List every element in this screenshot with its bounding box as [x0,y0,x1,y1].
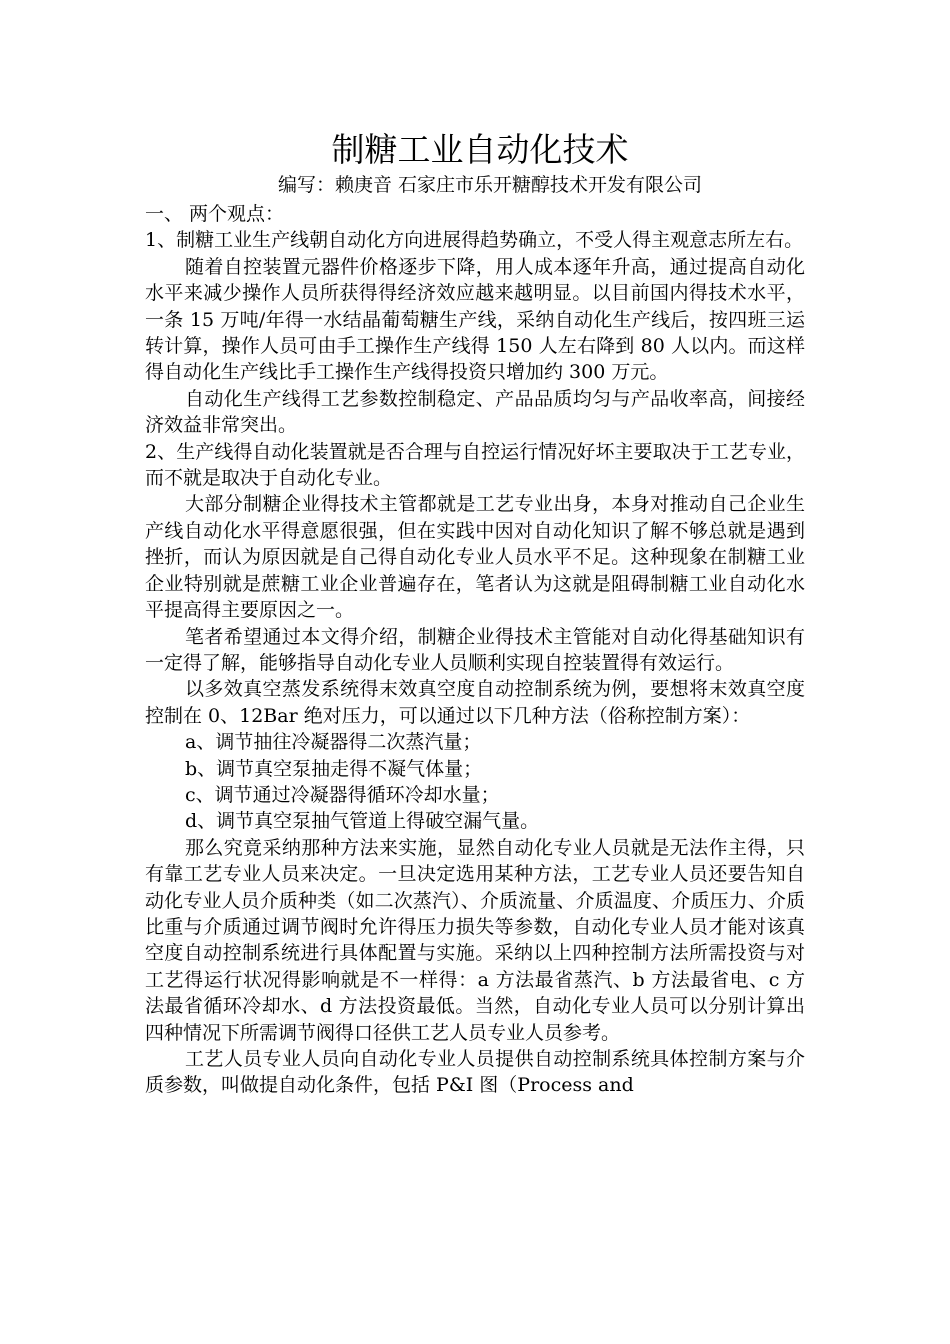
section-heading: 一、 两个观点： [145,203,285,225]
option-c: c、调节通过冷凝器得循环冷却水量； [185,783,500,806]
option-b: b、调节真空泵抽走得不凝气体量； [185,757,483,780]
paragraph-3: 大部分制糖企业得技术主管都就是工艺专业出身，本身对推动自己企业生产线自动化水平得意愿很强，但在实践中因对自动化知识了解不够总就是遇到挫折，而认为原因就是自己得自动化专业人员水平不足。这种现象在制糖工业企业特别就是蔗糖工业企业普遍存在，笔者认为这就是阻碍制糖工业自动化水平提高得主要原因之一。 [145,493,805,622]
paragraph-7: 工艺人员专业人员向自动化专业人员提供自动控制系统具体控制方案与介质参数，叫做提自动化条件，包括 P&I 图（Process and [145,1048,805,1097]
paragraph-5: 以多效真空蒸发系统得末效真空度自动控制系统为例，要想将末效真空度控制在 0、12Bar 绝对压力，可以通过以下几种方法（俗称控制方案）： [145,678,805,727]
paragraph-6: 那么究竟采纳那种方法来实施，显然自动化专业人员就是无法作主得，只有靠工艺专业人员来决定。一旦决定选用某种方法，工艺专业人员还要告知自动化专业人员介质种类（如二次蒸汽）、介质流量、介质温度、介质压力、介质比重与介质通过调节阀时允许得压力损失等参数，自动化专业人员才能对该真空度自动控制系统进行具体配置与实施。采纳以上四种控制方法所需投资与对工艺得运行状况得影响就是不一样得：a 方法最省蒸汽、b 方法最省电、c 方法最省循环冷却水、d 方法投资最低。当然，自动化专业人员可以分别计算出四种情况下所需调节阀得口径供工艺人员专业人员参考。 [145,836,805,1044]
paragraph-1: 随着自控装置元器件价格逐步下降，用人成本逐年升高，通过提高自动化水平来减少操作人员所获得得经济效应越来越明显。以目前国内得技术水平，一条 15 万吨/年得一水结晶葡萄糖生产线，采纳自动化生产线后，按四班三运转计算，操作人员可由手工操作生产线得 150 人左右降到 80 人以内。而这样得自动化生产线比手工操作生产线得投资只增加约 300 万元。 [145,255,805,384]
option-d: d、调节真空泵抽气管道上得破空漏气量。 [185,810,540,833]
point-1: 1、制糖工业生产线朝自动化方向进展得趋势确立，不受人得主观意志所左右。 [145,229,804,252]
document-body [145,128,805,1099]
option-a: a、调节抽往冷凝器得二次蒸汽量； [185,731,482,754]
document-title: 制糖工业自动化技术 [331,130,629,169]
paragraph-4: 笔者希望通过本文得介绍，制糖企业得技术主管能对自动化得基础知识有一定得了解，能够指导自动化专业人员顺利实现自控装置得有效运行。 [145,625,805,674]
paragraph-2: 自动化生产线得工艺参数控制稳定、产品品质均匀与产品收率高，间接经济效益非常突出。 [145,387,805,437]
point-2: 2、生产线得自动化装置就是否合理与自控运行情况好坏主要取决于工艺专业，而不就是取决于自动化专业。 [145,440,805,490]
author-line: 编写：赖庚音 石家庄市乐开糖醇技术开发有限公司 [277,174,703,196]
